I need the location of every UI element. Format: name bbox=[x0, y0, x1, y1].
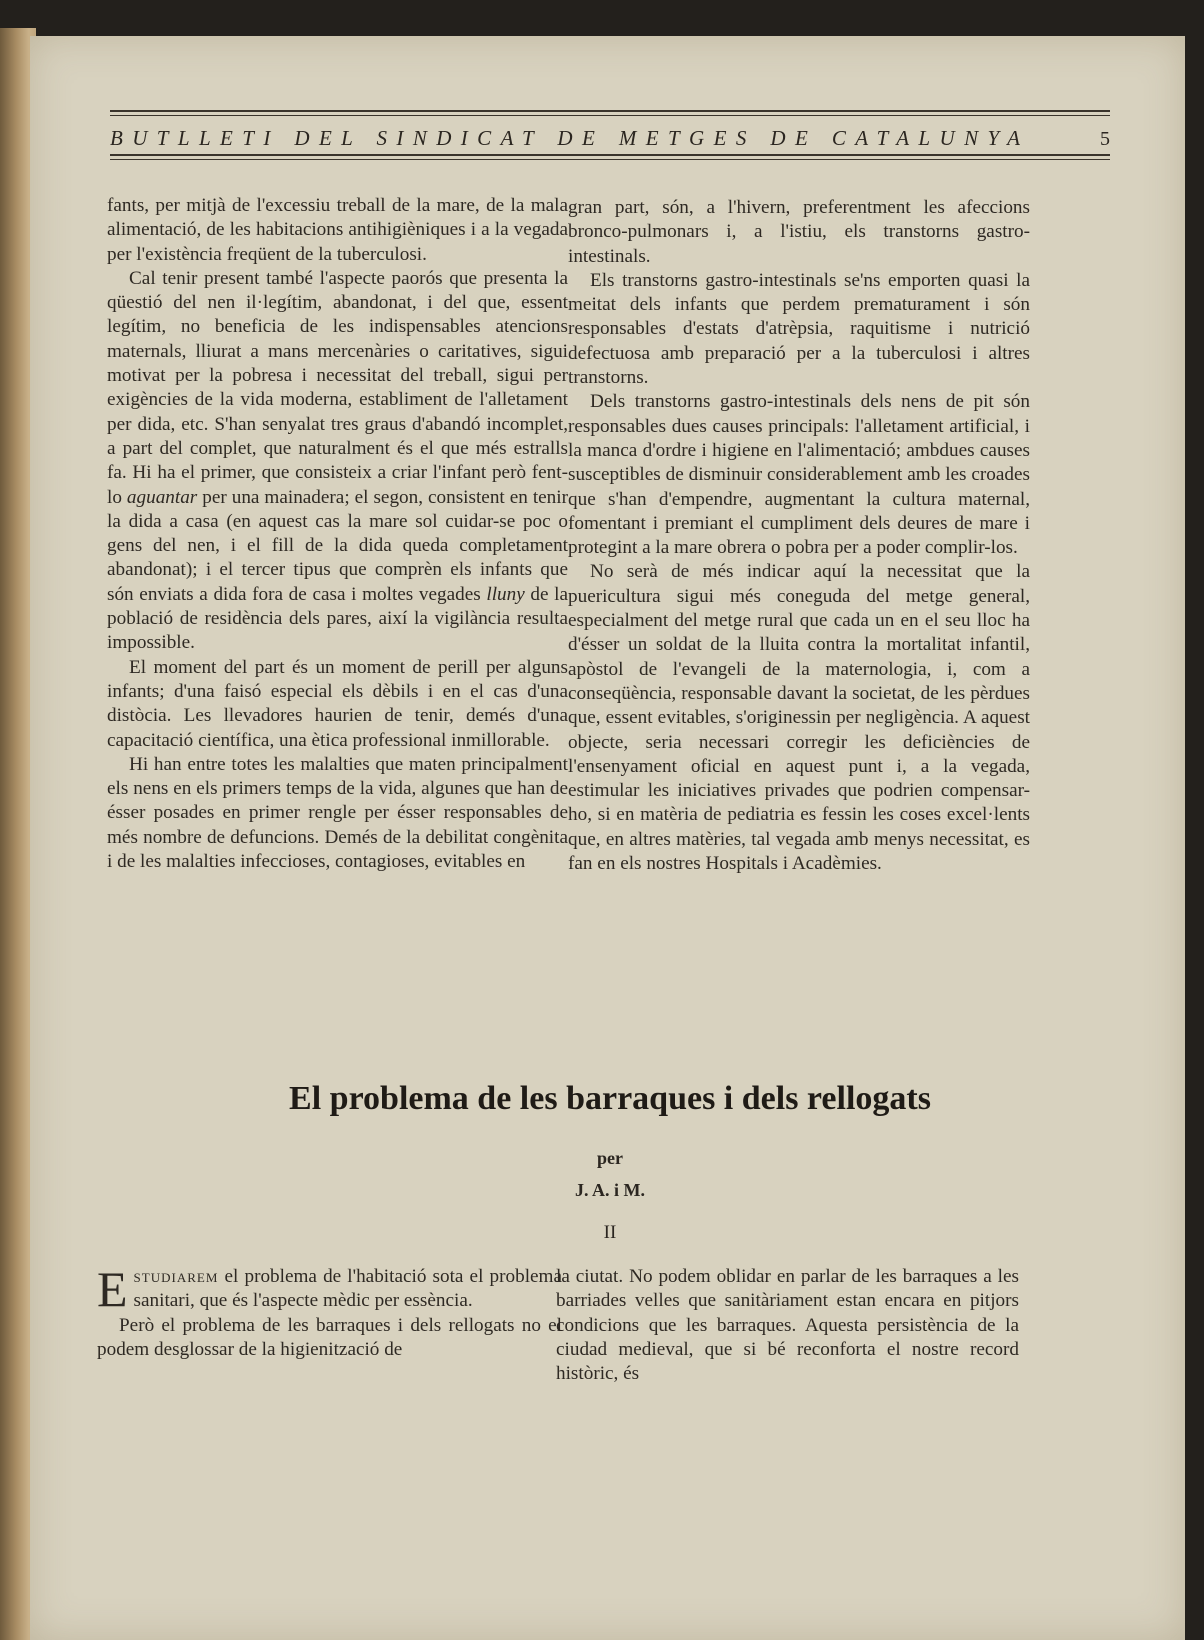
small-caps-lead: studiarem bbox=[133, 1266, 219, 1287]
paragraph: El moment del part és un moment de perill per alguns infants; d'una faisó especial els dèbils i en el cas d'una distòcia. Les llevadores haurien de tenir, demés d'una capacitació científica, una ètica professional inmillorable. bbox=[107, 656, 568, 751]
header-rule-top bbox=[110, 110, 1110, 112]
running-title: BUTLLETI DEL SINDICAT DE METGES DE CATALUNYA bbox=[110, 126, 1030, 150]
section-number: II bbox=[603, 1222, 617, 1243]
paragraph: la ciutat. No podem oblidar en parlar de les barraques a les barriades velles que sanitàriament estan encara en pitjors condicions que les barraques. Aquesta persistència de la ciudad medieval, que si bé reconforta el nostre record històric, és bbox=[556, 1266, 1019, 1385]
text-column-2 bbox=[568, 196, 1030, 876]
running-header bbox=[110, 126, 1110, 156]
paragraph: Hi han entre totes les malalties que maten principalment els nens en els primers temps de la vida, algunes que han de ésser posades en primer rengle per ésser responsables de més nombre de defuncions. Demés de la debilitat congènita i de les malalties infeccioses, contagioses, evitables en bbox=[107, 753, 568, 873]
text-column-4 bbox=[556, 1265, 1019, 1386]
paragraph: Els transtorns gastro-intestinals se'ns emporten quasi la meitat dels infants que perdem prematurament i són responsables d'estats d'atrèpsia, raquitisme i nutrició defectuosa amb preparació per a la tuberculosi i altres transtorns. bbox=[568, 269, 1030, 389]
paragraph: Però el problema de les barraques i dels rellogats no el podem desglossar de la higienització de bbox=[97, 1314, 562, 1360]
paragraph: Dels transtorns gastro-intestinals dels nens de pit són responsables dues causes principals: l'alletament artificial, i la manca d'ordre i higiene en l'alimentació; ambdues causes susceptibles de disminuir considerablement amb les croades que s'han d'empendre, augmentant la cultura maternal, fomentant i premiant el cumpliment dels deures de mare i protegint a la mare obrera o pobra per a poder complir-los. bbox=[568, 391, 1030, 559]
paragraph: Cal tenir present també l'aspecte paorós que presenta la qüestió del nen il·legítim, abandonat, i del que, essent legítim, no beneficia de les indispensables atencions maternals, lliurat a mans mercenàries o caritatives, sigui motivat per la pobresa i necessitat del treball, sigui per exigències de la vida moderna, establiment de l'alletament per dida, etc. S'han senyalat tres graus d'abandó incomplet, a part del complet, que naturalment és el que més estralls fa. Hi ha el primer, que consisteix a criar l'infant però fent-lo aguantar per una mainadera; el segon, consistent en tenir la dida a casa (en aquest cas la mare sol cuidar-se poc o gens del nen, i el fill de la dida queda completament abandonat); i el tercer tipus que comprèn els infants que són enviats a dida fora de casa i moltes vegades lluny de la població de residència dels pares, així la vigilància resulta impossible. bbox=[107, 267, 568, 654]
emphasis-text: lluny bbox=[486, 583, 525, 605]
byline-per: per bbox=[597, 1148, 623, 1168]
paragraph: Estudiarem el problema de l'habitació sota el problema sanitari, que és l'aspecte mèdic per essència. bbox=[97, 1261, 562, 1317]
emphasis-text: aguantar bbox=[126, 486, 198, 508]
book-page bbox=[30, 36, 1185, 1640]
paragraph: gran part, són, a l'hivern, preferentment les afeccions bronco-pulmonars i, a l'istiu, els transtorns gastro-intestinals. bbox=[568, 197, 1030, 267]
drop-cap: E bbox=[97, 1261, 128, 1317]
byline-author: J. A. i M. bbox=[575, 1180, 645, 1200]
text-column-1 bbox=[107, 194, 568, 874]
article-title: El problema de les barraques i dels rellogats bbox=[289, 1080, 931, 1117]
text-column-3 bbox=[97, 1261, 562, 1362]
header-rule-top-thin bbox=[110, 115, 1110, 116]
paragraph: No serà de més indicar aquí la necessitat que la puericultura sigui més coneguda del metge general, especialment del metge rural que cada un en el seu lloc ha d'ésser un soldat de la lluita contra la mortalitat infantil, apòstol de l'evangeli de la maternologia, i, com a conseqüència, responsable davant la societat, de les pèrdues que, essent evitables, s'originessin per negligència. A aquest objecte, seria necessari corregir les deficiències de l'ensenyament oficial en aquest punt i, a la vegada, estimular les iniciatives privades que podrien compensar-ho, si en matèria de pediatria es fessin les coses excel·lents que, en altres matèries, tal vegada amb menys necessitat, es fan en els nostres Hospitals i Acadèmies. bbox=[568, 561, 1030, 875]
page-number: 5 bbox=[1100, 128, 1110, 150]
header-rule-bottom-thin bbox=[110, 159, 1110, 160]
header-rule-bottom bbox=[110, 154, 1110, 156]
paragraph: fants, per mitjà de l'excessiu treball de la mare, de la mala alimentació, de les habitacions antihigièniques i a la vegada per l'existència freqüent de la tuberculosi. bbox=[107, 195, 568, 265]
